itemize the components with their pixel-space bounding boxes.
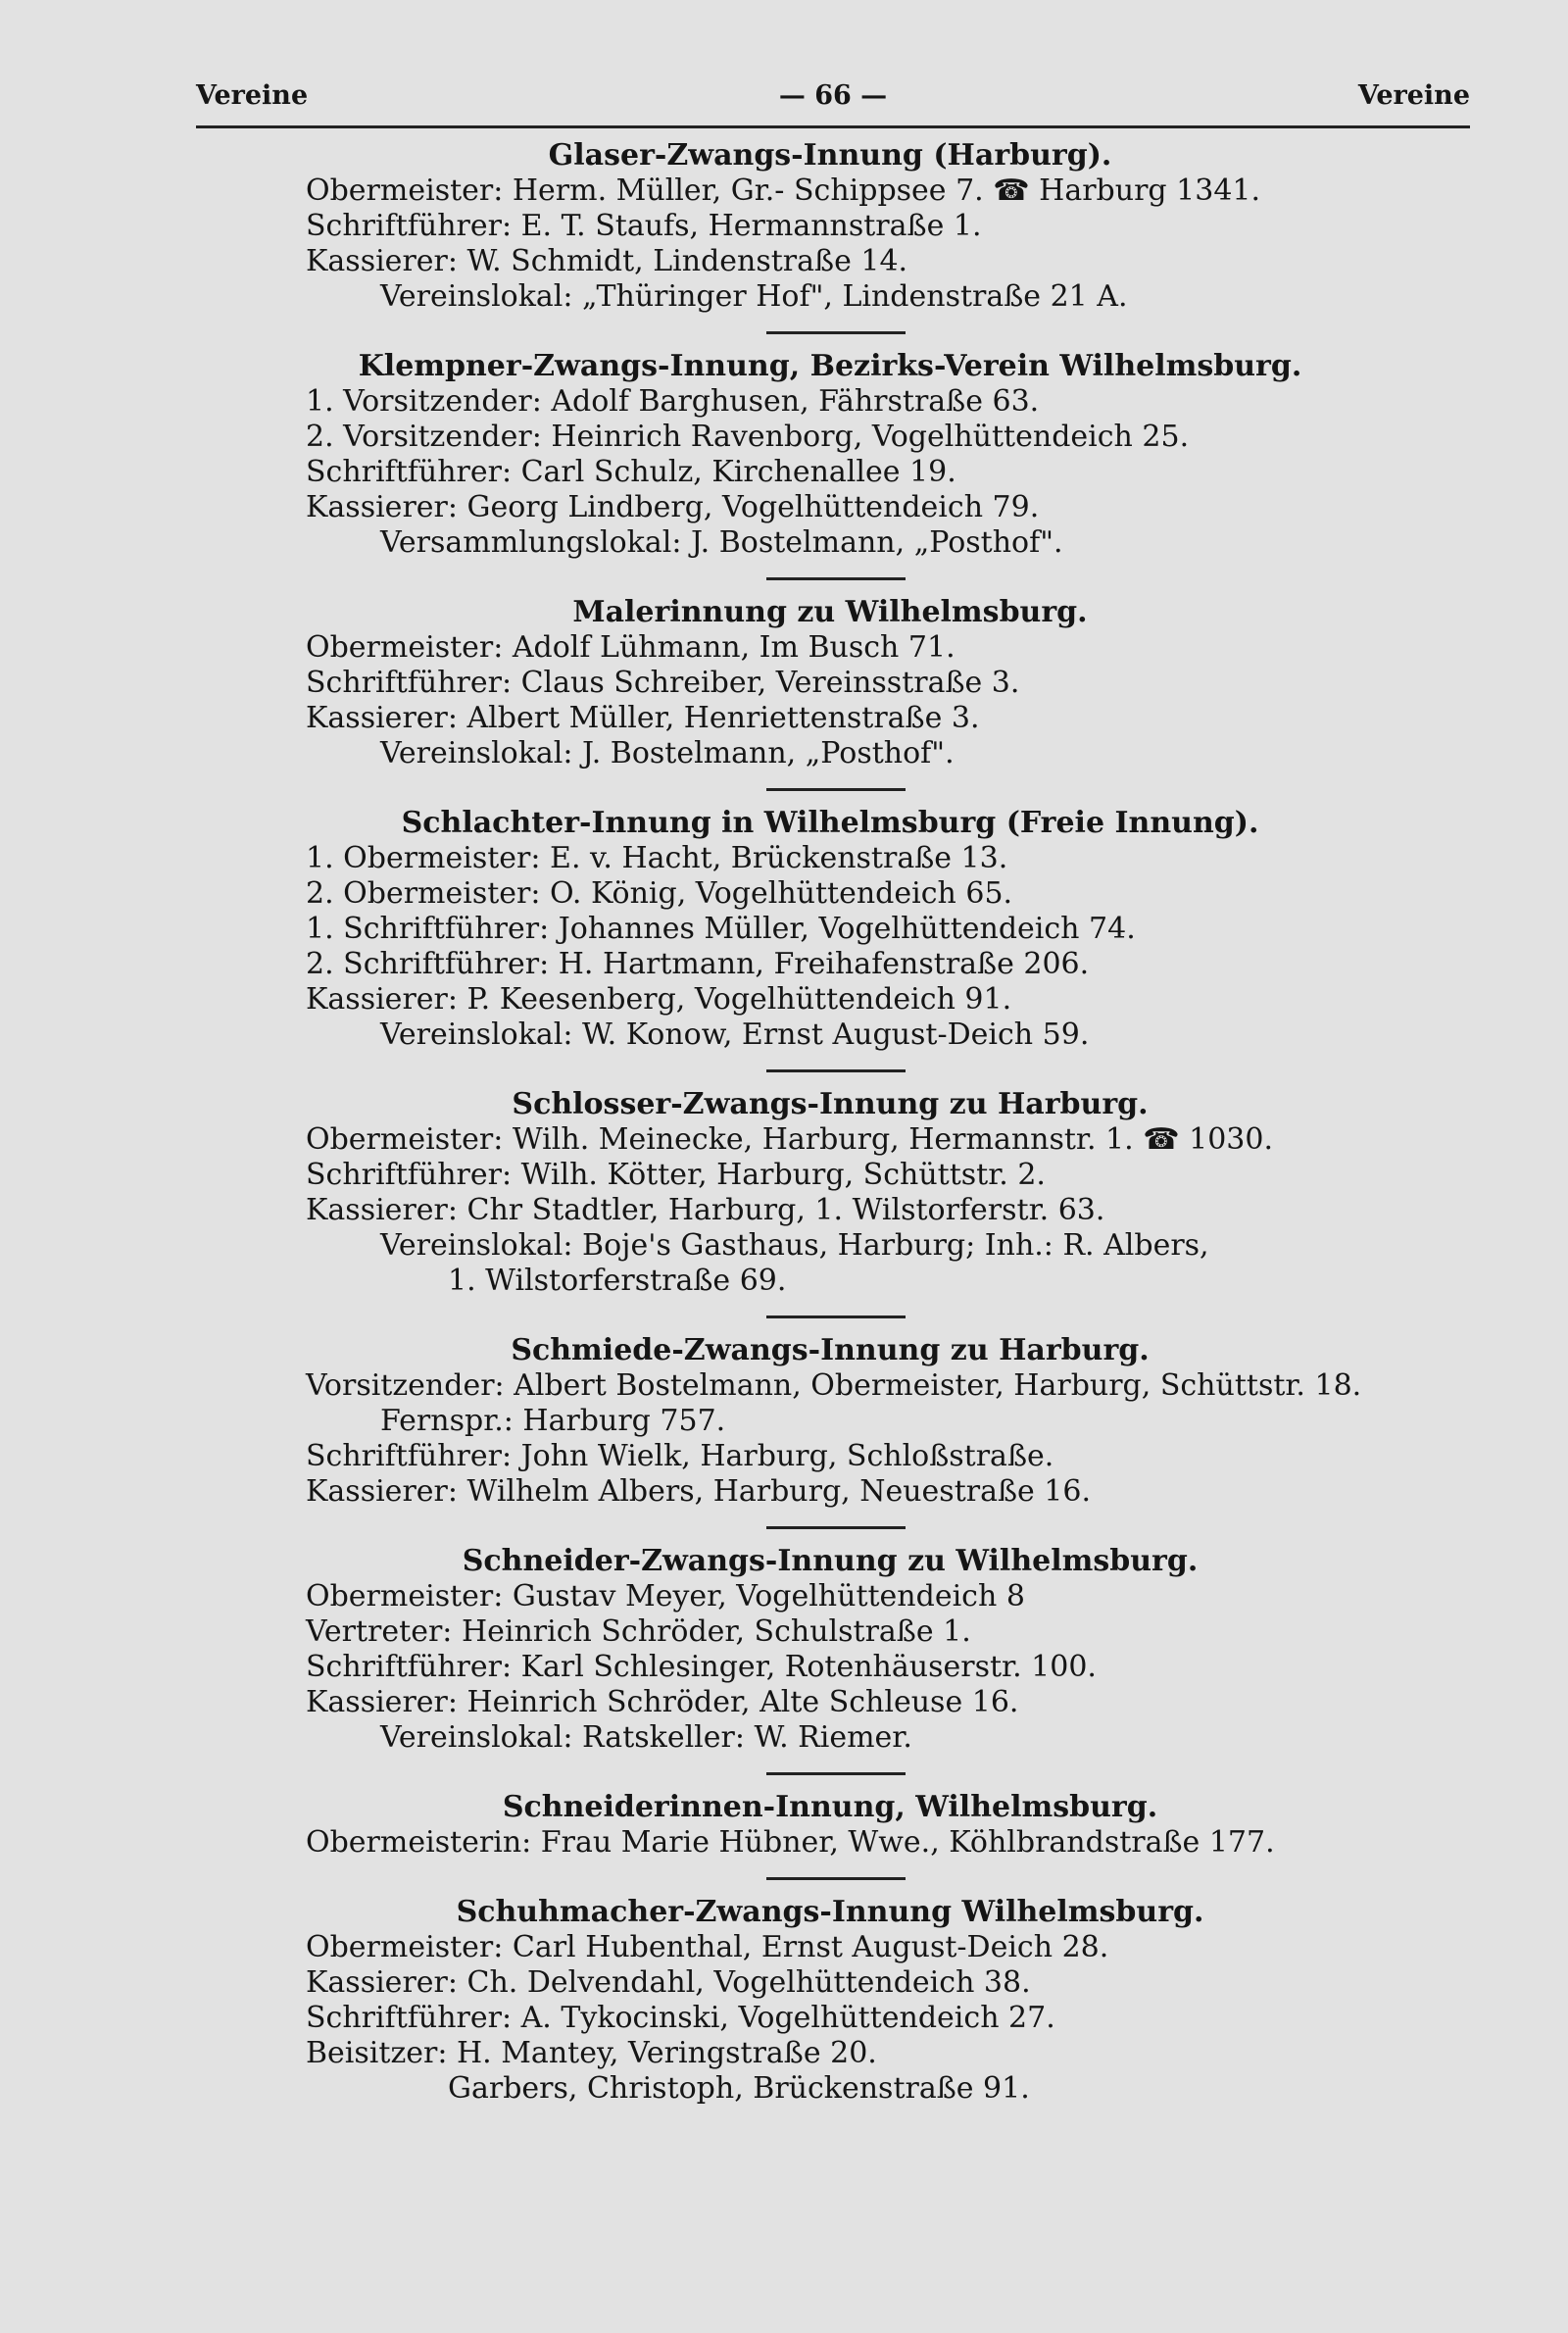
entry-line: Kassierer: Chr Stadtler, Harburg, 1. Wilstorferstr. 63.: [306, 1193, 1105, 1227]
section-title: Glaser-Zwangs-Innung (Harburg).: [548, 138, 1112, 173]
section-separator: [766, 1877, 906, 1880]
entry-line: Vereinslokal: J. Bostelmann, „Posthof".: [380, 736, 955, 770]
entry-line: Vertreter: Heinrich Schröder, Schulstraße 1.: [306, 1614, 971, 1649]
entry-line: Kassierer: P. Keesenberg, Vogelhüttendeich 91.: [306, 982, 1012, 1017]
guild-section: [306, 1789, 1433, 1861]
entry-line: 1. Schriftführer: Johannes Müller, Vogelhüttendeich 74.: [306, 912, 1136, 946]
directory-content: [306, 137, 1433, 2107]
guild-section: [306, 1086, 1433, 1299]
entry-line: Kassierer: Wilhelm Albers, Harburg, Neuestraße 16.: [306, 1474, 1092, 1509]
entry-line: Vereinslokal: Boje's Gasthaus, Harburg; Inh.: R. Albers,: [380, 1228, 1209, 1263]
entry-line: Obermeister: Gustav Meyer, Vogelhüttendeich 8: [306, 1579, 1025, 1613]
section-title: Schlachter-Innung in Wilhelmsburg (Freie Innung).: [401, 806, 1259, 840]
entry-line: Versammlungslokal: J. Bostelmann, „Posthof".: [380, 525, 1063, 560]
entry-line: Schriftführer: Carl Schulz, Kirchenallee 19.: [306, 455, 956, 489]
entry-line: Obermeister: Wilh. Meinecke, Harburg, Hermannstr. 1. ☎ 1030.: [306, 1122, 1273, 1157]
header-right: Vereine: [1357, 80, 1470, 111]
entry-line: Schriftführer: Karl Schlesinger, Rotenhäuserstr. 100.: [306, 1650, 1097, 1684]
entry-line: 2. Schriftführer: H. Hartmann, Freihafenstraße 206.: [306, 947, 1090, 981]
entry-line: 1. Obermeister: E. v. Hacht, Brückenstraße 13.: [306, 841, 1008, 875]
entry-line: Obermeister: Herm. Müller, Gr.- Schippsee 7. ☎ Harburg 1341.: [306, 174, 1261, 208]
entry-line: Kassierer: Heinrich Schröder, Alte Schleuse 16.: [306, 1685, 1019, 1719]
entry-line: Obermeister: Carl Hubenthal, Ernst August-Deich 28.: [306, 1930, 1109, 1964]
entry-line: Kassierer: W. Schmidt, Lindenstraße 14.: [306, 244, 908, 278]
entry-line: 1. Wilstorferstraße 69.: [448, 1264, 787, 1298]
entry-line: 2. Obermeister: O. König, Vogelhüttendeich 65.: [306, 876, 1013, 911]
section-title: Schneider-Zwangs-Innung zu Wilhelmsburg.: [462, 1544, 1199, 1578]
guild-section: [306, 137, 1433, 315]
entry-line: Vereinslokal: Ratskeller: W. Riemer.: [380, 1720, 912, 1755]
entry-line: 2. Vorsitzender: Heinrich Ravenborg, Vogelhüttendeich 25.: [306, 420, 1190, 454]
entry-line: Kassierer: Georg Lindberg, Vogelhüttendeich 79.: [306, 490, 1040, 524]
guild-section: [306, 805, 1433, 1053]
section-separator: [766, 788, 906, 791]
entry-line: Vereinslokal: „Thüringer Hof", Lindenstraße 21 A.: [380, 279, 1128, 314]
entry-line: Schriftführer: Wilh. Kötter, Harburg, Schüttstr. 2.: [306, 1158, 1046, 1192]
section-title: Schneiderinnen-Innung, Wilhelmsburg.: [502, 1790, 1158, 1824]
header-rule: [196, 125, 1470, 128]
section-separator: [766, 1069, 906, 1072]
section-title: Schmiede-Zwangs-Innung zu Harburg.: [511, 1333, 1150, 1367]
entry-line: Schriftführer: John Wielk, Harburg, Schloßstraße.: [306, 1439, 1054, 1473]
section-separator: [766, 331, 906, 334]
page-header: [196, 80, 1470, 120]
guild-section: [306, 1543, 1433, 1756]
entry-line: Vorsitzender: Albert Bostelmann, Obermeister, Harburg, Schüttstr. 18.: [306, 1368, 1362, 1403]
section-title: Malerinnung zu Wilhelmsburg.: [572, 595, 1088, 629]
guild-section: [306, 348, 1433, 561]
section-separator: [766, 1772, 906, 1775]
guild-section: [306, 1894, 1433, 2107]
guild-section: [306, 594, 1433, 771]
entry-line: Schriftführer: A. Tykocinski, Vogelhüttendeich 27.: [306, 2001, 1055, 2035]
entry-line: Schriftführer: E. T. Staufs, Hermannstraße 1.: [306, 209, 982, 243]
section-separator: [766, 577, 906, 580]
entry-line: Obermeisterin: Frau Marie Hübner, Wwe., Köhlbrandstraße 177.: [306, 1825, 1275, 1860]
guild-section: [306, 1332, 1433, 1510]
entry-line: Garbers, Christoph, Brückenstraße 91.: [448, 2071, 1030, 2106]
section-separator: [766, 1526, 906, 1529]
entry-line: Obermeister: Adolf Lühmann, Im Busch 71.: [306, 630, 956, 665]
header-left: Vereine: [196, 80, 309, 111]
section-separator: [766, 1315, 906, 1318]
page-number: — 66 —: [778, 80, 888, 111]
section-title: Klempner-Zwangs-Innung, Bezirks-Verein Wilhelmsburg.: [358, 349, 1302, 383]
entry-line: Kassierer: Albert Müller, Henriettenstraße 3.: [306, 701, 980, 735]
entry-line: Fernspr.: Harburg 757.: [380, 1404, 726, 1438]
entry-line: Kassierer: Ch. Delvendahl, Vogelhüttendeich 38.: [306, 1965, 1031, 2000]
entry-line: Vereinslokal: W. Konow, Ernst August-Deich 59.: [380, 1018, 1090, 1052]
section-title: Schuhmacher-Zwangs-Innung Wilhelmsburg.: [456, 1895, 1204, 1929]
entry-line: Beisitzer: H. Mantey, Veringstraße 20.: [306, 2036, 877, 2070]
entry-line: 1. Vorsitzender: Adolf Barghusen, Fährstraße 63.: [306, 384, 1040, 419]
entry-line: Schriftführer: Claus Schreiber, Vereinsstraße 3.: [306, 666, 1020, 700]
section-title: Schlosser-Zwangs-Innung zu Harburg.: [512, 1087, 1149, 1121]
